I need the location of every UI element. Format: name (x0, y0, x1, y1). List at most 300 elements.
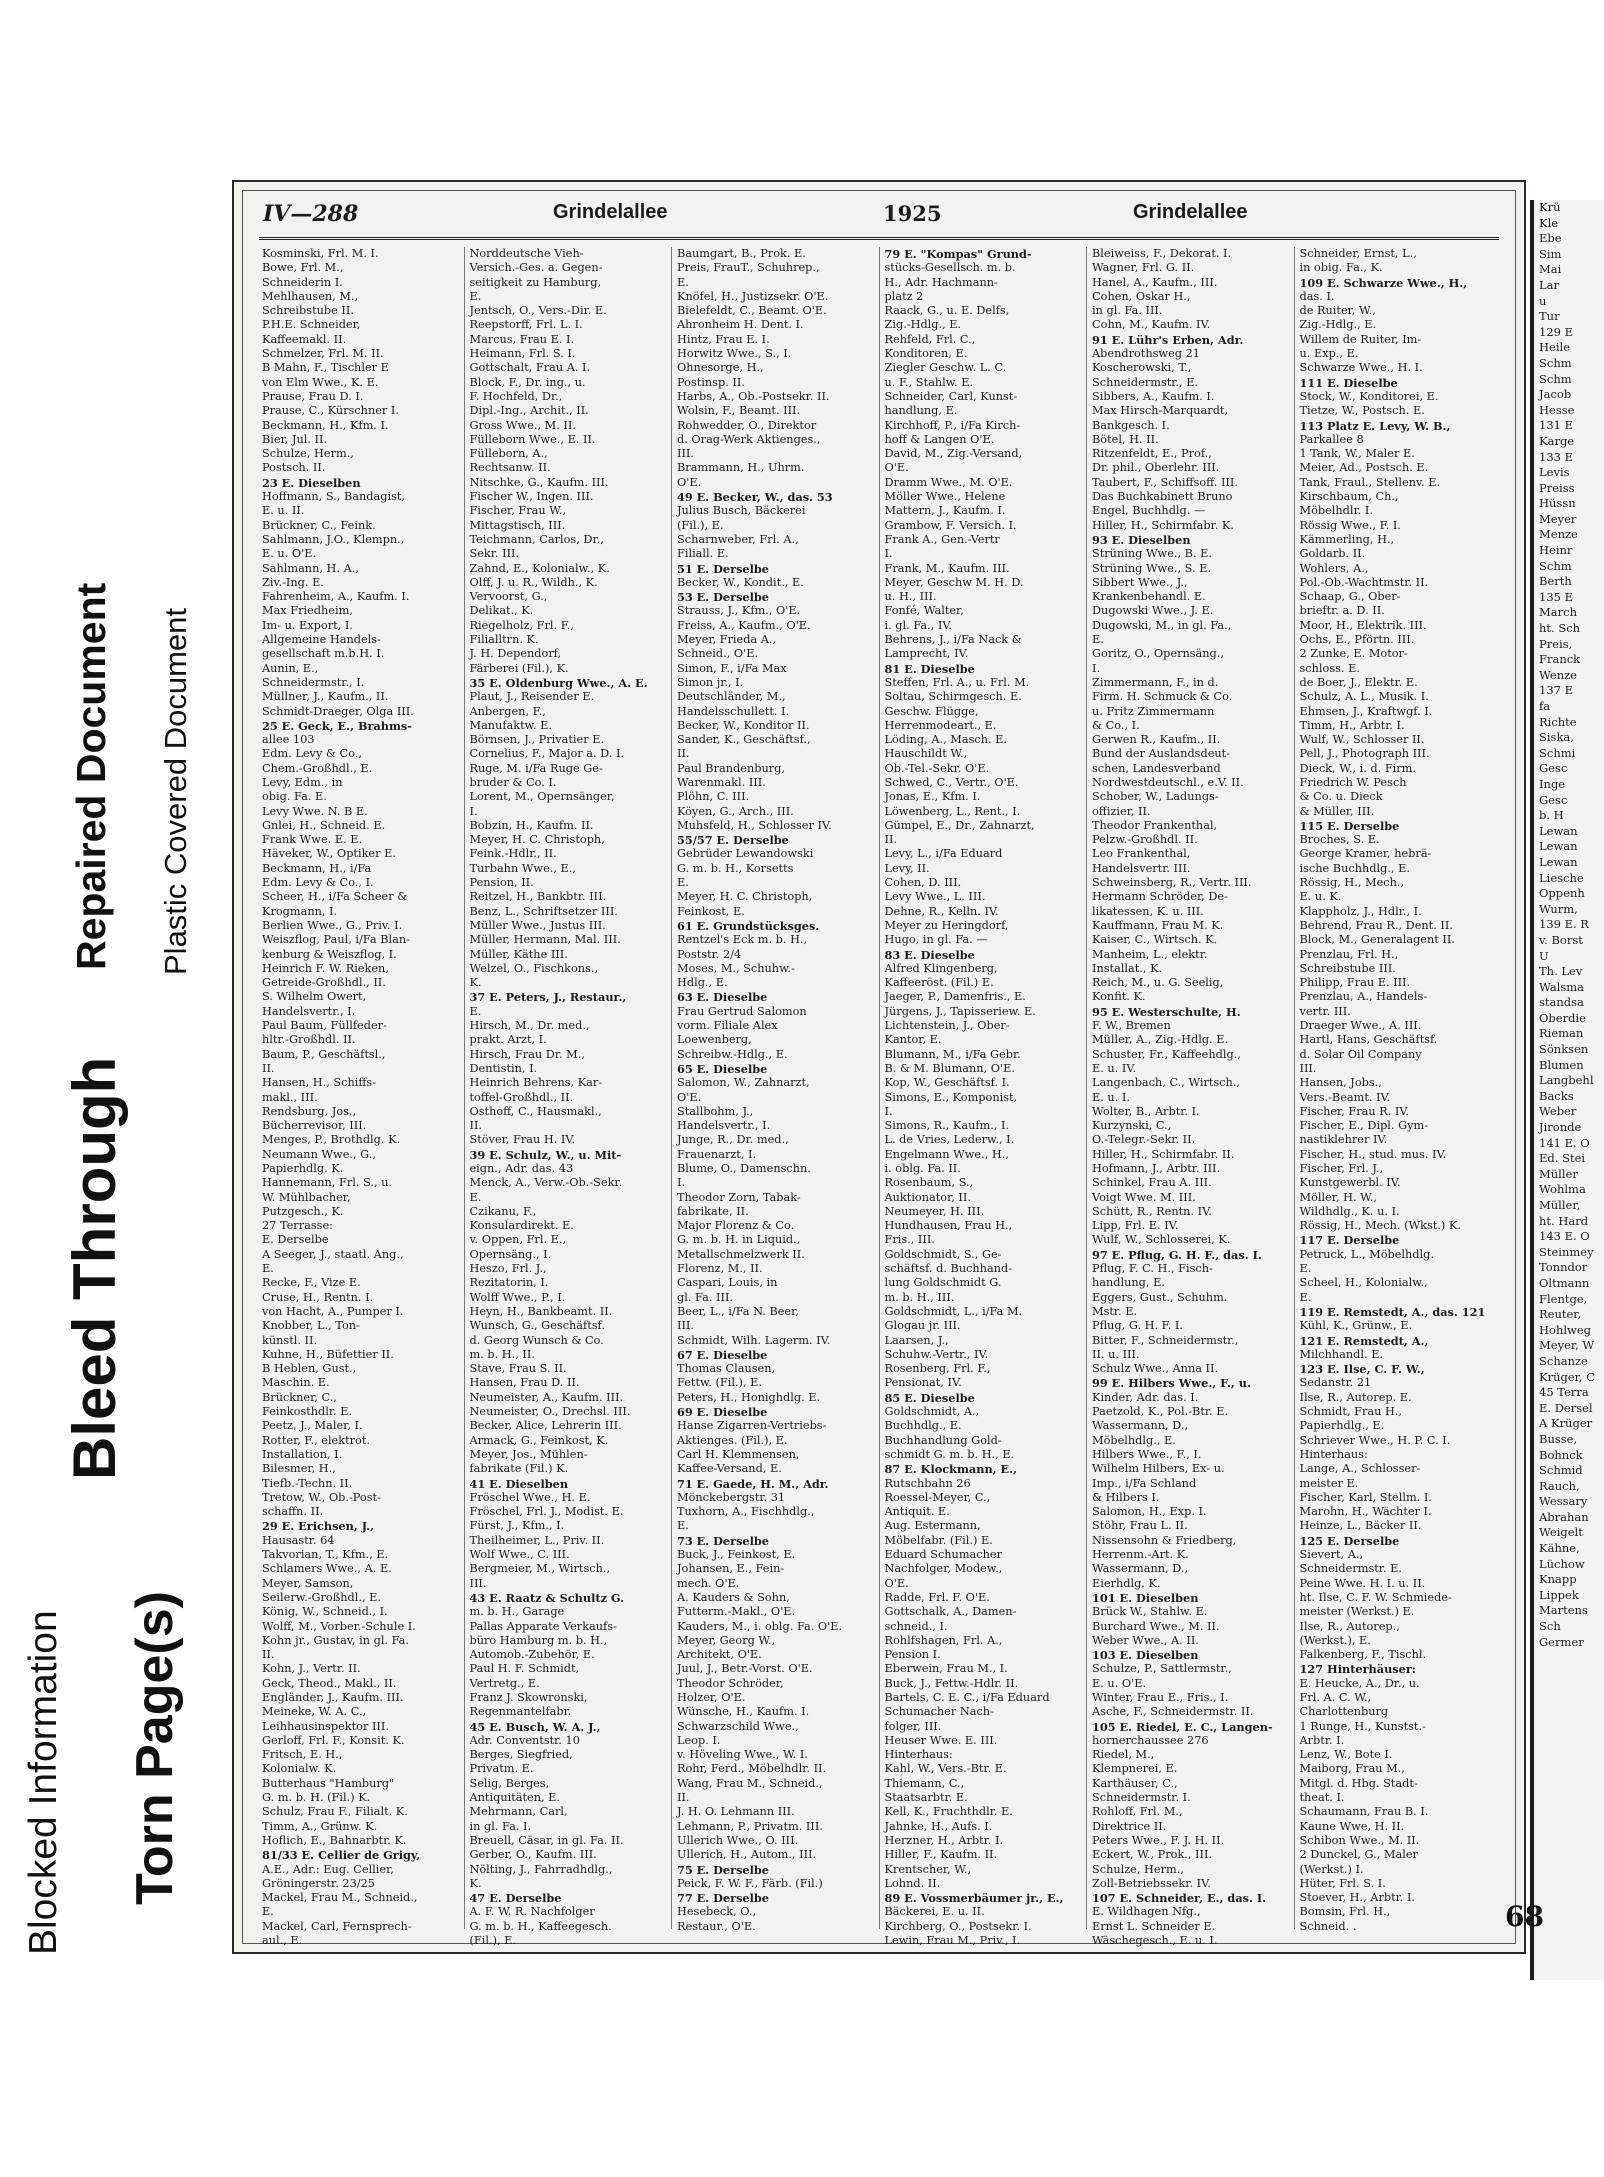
directory-entry-line: Kauffmann, Frau M. K. (1092, 918, 1224, 932)
directory-entry-line: II. (469, 1119, 483, 1133)
directory-entry-line: 93 E. Dieselben (1092, 532, 1191, 547)
adjacent-page-line: Inge (1539, 776, 1566, 791)
directory-entry-line: Futterm.-Makl., O'E. (677, 1605, 796, 1619)
directory-entry-line: 47 E. Derselbe (469, 1891, 562, 1906)
adjacent-page-line: Lewan (1539, 854, 1578, 869)
directory-entry-line: von Elm Wwe., K. E. (262, 375, 379, 389)
directory-entry-line: E. (1299, 1290, 1312, 1304)
directory-column (1087, 247, 1295, 1948)
directory-entry-line: aul., E. (262, 1934, 303, 1948)
directory-entry-line: A Seeger, J., staatl. Ang., (262, 1247, 404, 1261)
directory-entry-line: Ohnesorge, H., (677, 361, 764, 375)
directory-entry-line: Maschin. E. (262, 1376, 330, 1390)
directory-entry-line: Wagner, Frl. G. II. (1092, 261, 1195, 275)
directory-entry-line: Reitzel, H., Bankbtr. III. (469, 890, 607, 904)
directory-entry-line: Plöhn, C. III. (677, 790, 750, 804)
directory-entry-line: Auktionator, II. (884, 1190, 971, 1204)
directory-entry-line: Peters Wwe., F. J. H. II. (1092, 1833, 1225, 1847)
adjacent-page-line: Lüchow (1539, 1556, 1585, 1571)
directory-entry-line: Salomon, W., Zahnarzt, (677, 1076, 810, 1090)
directory-entry-line: K. (469, 976, 482, 990)
directory-entry-line: prakt. Arzt, I. (469, 1033, 547, 1047)
directory-entry-line: Frank, M., Kaufm. III. (884, 561, 1010, 575)
directory-entry-line: Schwed, C., Vertr., O'E. (884, 775, 1019, 789)
directory-entry-line: Hoffmann, S., Bandagist, (262, 490, 406, 504)
directory-entry-line: Gerloff, Frl. F., Konsit. K. (262, 1733, 405, 1747)
directory-entry-line: Franz J. Skowronski, (469, 1690, 588, 1704)
adjacent-page-line: Hesse (1539, 402, 1575, 417)
directory-entry-line: & Co., I. (1092, 718, 1140, 732)
directory-entry-line: Lorent, M., Opernsänger, (469, 790, 615, 804)
directory-entry-line: Krentscher, W., (884, 1862, 972, 1876)
directory-entry-line: Menck, A., Verw.-Ob.-Sekr. (469, 1176, 623, 1190)
directory-entry-line: Ruge, M. i/Fa Ruge Ge- (469, 761, 603, 775)
directory-entry-line: Manufaktw. E. (469, 718, 553, 732)
directory-entry-line: 35 E. Oldenburg Wwe., A. E. (469, 675, 648, 690)
directory-entry-line: Goritz, O., Opernsäng., (1092, 647, 1224, 661)
directory-entry-line: Rosenbaum, S., (884, 1176, 974, 1190)
directory-entry-line: Klappholz, J., Hdlr., I. (1299, 904, 1422, 918)
directory-entry-line: Schneidermstr., I. (262, 675, 365, 689)
directory-entry-line: de Boer, J., Elektr. E. (1299, 675, 1418, 689)
directory-entry-line: lung Goldschmidt G. (884, 1276, 1002, 1290)
directory-entry-line: II. (262, 1061, 275, 1075)
directory-entry-line: Cohn, M., Kaufm. IV. (1092, 318, 1211, 332)
directory-entry-line: E. Derselbe (262, 1233, 329, 1247)
directory-entry-line: Schmelzer, Frl. M. II. (262, 347, 384, 361)
directory-entry-line: 71 E. Gaede, H. M., Adr. (677, 1476, 829, 1491)
adjacent-page-line: Schmi (1539, 745, 1576, 760)
directory-entry-line: Ehmsen, J., Kraftwgf. I. (1299, 704, 1433, 718)
directory-entry-line: Schneidermstr. E. (1299, 1562, 1402, 1576)
adjacent-page-line: Krüger, C (1539, 1369, 1596, 1384)
directory-entry-line: Dugowski, M., in gl. Fa., (1092, 618, 1232, 632)
directory-entry-line: Max Hirsch-Marquardt, (1092, 404, 1229, 418)
directory-entry-line: Maiborg, Frau M., (1299, 1762, 1405, 1776)
adjacent-page-line: Kähne, (1539, 1541, 1580, 1556)
directory-entry-line: Krogmann, I. (262, 904, 338, 918)
directory-entry-line: Laarsen, J., (884, 1333, 949, 1347)
directory-entry-line: Wolff, M., Vorber.-Schule I. (262, 1619, 416, 1633)
directory-entry-line: toffel-Großhdl., II. (469, 1090, 574, 1104)
adjacent-page-line: ht. Hard (1539, 1213, 1589, 1228)
directory-entry-line: v. Höveling Wwe., W. I. (677, 1748, 808, 1762)
directory-entry-line: Neumann Wwe., G., (262, 1147, 376, 1161)
directory-entry-line: Wolf Wwe., C. III. (469, 1548, 570, 1562)
directory-entry-line: platz 2 (884, 289, 924, 303)
directory-entry-line: Wulf, W., Schlosser II. (1299, 733, 1425, 747)
directory-entry-line: Opernsäng., I. (469, 1247, 552, 1261)
directory-entry-line: Kohn, J., Vertr. II. (262, 1662, 361, 1676)
adjacent-page-line: Siska, (1539, 730, 1574, 745)
directory-entry-line: Levy Wwe. N. B E. (262, 804, 368, 818)
directory-entry-line: Herrenm.-Art. K. (1092, 1548, 1189, 1562)
street-name-left: Grindelallee (553, 201, 668, 223)
directory-entry-line: Strüning Wwe., S. E. (1092, 561, 1212, 575)
directory-entry-line: 39 E. Schulz, W., u. Mit- (469, 1147, 622, 1162)
directory-entry-line: bruder & Co. I. (469, 775, 557, 789)
adjacent-page-line: Preiss (1539, 480, 1575, 495)
adjacent-page-line: 137 E (1539, 683, 1574, 698)
directory-entry-line: meister E. (1299, 1476, 1359, 1490)
directory-entry-line: hltr.-Großhdl. II. (262, 1033, 356, 1047)
directory-entry-line: 127 Hinterhäuser: (1299, 1662, 1416, 1677)
directory-entry-line: Paul H. F. Schmidt, (469, 1662, 580, 1676)
directory-entry-line: Pflug, G. H. F. I. (1092, 1319, 1183, 1333)
directory-entry-line: III. (677, 447, 694, 461)
directory-entry-line: Berges, Siegfried, (469, 1748, 573, 1762)
adjacent-page-line: Müller (1539, 1166, 1578, 1181)
directory-entry-line: Schmidt, Frau H., (1299, 1405, 1402, 1419)
directory-entry-line: Hinterhaus: (884, 1748, 953, 1762)
directory-entry-line: Hanel, A., Kaufm., III. (1092, 275, 1218, 289)
directory-entry-line: Filialltrn. K. (469, 633, 539, 647)
directory-entry-line: Bomsin, Frl. H., (1299, 1905, 1391, 1919)
directory-entry-line: Kop, W., Geschäftsf. I. (884, 1076, 1010, 1090)
directory-entry-line: Hartl, Hans, Geschäftsf. (1299, 1033, 1438, 1047)
directory-entry-line: E. (262, 1262, 274, 1276)
directory-entry-line: Konfit. K. (1092, 990, 1146, 1004)
directory-entry-line: David, M., Zig.-Versand, (884, 447, 1023, 461)
directory-entry-line: Bitter, F., Schneidermstr., (1092, 1333, 1239, 1347)
directory-entry-line: Karthäuser, C., (1092, 1776, 1178, 1790)
directory-entry-line: Schumacher Nach- (884, 1705, 994, 1719)
directory-entry-line: Kirchberg, O., Postsekr. I. (884, 1919, 1032, 1933)
directory-entry-line: Hannemann, Frl. S., u. (262, 1176, 393, 1190)
directory-entry-line: O.-Telegr.-Sekr. II. (1092, 1133, 1196, 1147)
directory-entry-line: 97 E. Pflug, G. H. F., das. I. (1092, 1247, 1262, 1262)
directory-entry-line: Gümpel, E., Dr., Zahnarzt, (884, 818, 1035, 832)
adjacent-page-line: Mai (1539, 262, 1562, 277)
directory-entry-line: Peetz, J., Maler, I. (262, 1419, 363, 1433)
directory-entry-line: Philipp, Frau E. III. (1299, 976, 1411, 990)
directory-entry-line: Buchhdlg., E. (884, 1419, 962, 1433)
directory-entry-line: u. F., Stahlw. E. (884, 375, 974, 389)
directory-entry-line: Gnlei, H., Schneid. E. (262, 818, 386, 832)
directory-entry-line: Fischer, H., stud. mus. IV. (1299, 1147, 1447, 1161)
directory-entry-line: Feinkost, E. (677, 904, 745, 918)
directory-entry-line: Berlien Wwe., G., Priv. I. (262, 918, 403, 932)
directory-entry-line: de Ruiter, W., (1299, 304, 1376, 318)
directory-entry-line: Löding, A., Masch. E. (884, 733, 1007, 747)
adjacent-page-line: Th. Lev (1539, 964, 1583, 979)
directory-entry-line: Tiefb.-Techn. II. (262, 1476, 353, 1490)
directory-entry-line: Anbergen, F., (469, 704, 546, 718)
directory-entry-line: E. u. O'E. (1092, 1676, 1147, 1690)
directory-entry-line: Meyer, Samson, (262, 1576, 354, 1590)
directory-entry-line: vertr. III. (1299, 1004, 1351, 1018)
directory-entry-line: III. (1299, 1061, 1317, 1075)
directory-entry-line: Handelsschullett. I. (677, 704, 790, 718)
directory-entry-line: Reich, M., u. G. Seelig, (1092, 976, 1224, 990)
directory-entry-line: hoff & Langen O'E. (884, 432, 995, 446)
directory-entry-line: Wassermann, D., (1092, 1419, 1189, 1433)
directory-entry-line: Sievert, A., (1299, 1548, 1364, 1562)
directory-entry-line: Schulz Wwe., Anna II. (1092, 1362, 1219, 1376)
adjacent-page-line: Weber (1539, 1104, 1577, 1119)
adjacent-page-line: E. Dersel (1539, 1400, 1593, 1415)
directory-entry-line: Eckert, W., Prok., III. (1092, 1848, 1213, 1862)
directory-entry-line: Eberwein, Frau M., I. (884, 1662, 1008, 1676)
directory-entry-line: Buck, J., Feinkost, E. (677, 1548, 796, 1562)
directory-entry-line: Krankenbehandl. E. (1092, 590, 1206, 604)
directory-entry-line: Schober, W., Ladungs- (1092, 790, 1219, 804)
directory-entry-line: Draeger Wwe., A. III. (1299, 1019, 1422, 1033)
directory-entry-line: Bielefeldt, C., Beamt. O'E. (677, 304, 827, 318)
street-name-right: Grindelallee (1133, 201, 1248, 223)
directory-entry-line: Scheer, H., i/Fa Scheer & (262, 890, 408, 904)
directory-entry-line: Meyer, H. C. Christoph, (469, 833, 605, 847)
directory-entry-line: Kaune Wwe, H. II. (1299, 1819, 1405, 1833)
directory-entry-line: Möller, H. W., (1299, 1190, 1377, 1204)
directory-entry-line: Hansen, H., Schiffs- (262, 1076, 377, 1090)
directory-entry-line: Putzgesch., K. (262, 1204, 344, 1218)
directory-entry-line: Knöfel, H., Justizsekr. O'E. (677, 289, 829, 303)
adjacent-page-line: 45 Terra (1539, 1385, 1589, 1400)
directory-entry-line: Timm, H., Arbtr. I. (1299, 718, 1405, 732)
directory-entry-line: Pflug, F. C. H., Fisch- (1092, 1262, 1213, 1276)
directory-entry-line: Lamprecht, IV. (884, 647, 969, 661)
directory-entry-line: Rohloff, Frl. M., (1092, 1805, 1183, 1819)
directory-entry-line: Hugo, in gl. Fa. — (884, 933, 988, 947)
directory-entry-line: Metallschmelzwerk II. (677, 1247, 805, 1261)
directory-entry-line: Ziegler Geschw. L. C. (884, 361, 1007, 375)
directory-entry-line: Schuster, Fr., Kaffeehdlg., (1092, 1047, 1241, 1061)
directory-entry-line: 61 E. Grundstücksges. (677, 918, 820, 933)
directory-entry-line: Delikat., K. (469, 604, 534, 618)
adjacent-page-line: 135 E (1539, 589, 1574, 604)
directory-entry-line: Seilerw.-Großhdl., E. (262, 1590, 381, 1604)
directory-entry-line: büro Hamburg m. b. H., (469, 1633, 608, 1647)
adjacent-page-line: Tonndor (1539, 1260, 1588, 1275)
flag-torn-pages: Torn Page(s) (126, 1591, 184, 1905)
directory-entry-line: Alfred Klingenberg, (884, 961, 998, 975)
adjacent-page-line: Wurm, (1539, 901, 1578, 916)
directory-entry-line: Broches, S. E. (1299, 833, 1380, 847)
directory-entry-line: Teichmann, Carlos, Dr., (469, 532, 604, 546)
directory-entry-line: Kaffeeröst. (Fil.) E. (884, 976, 994, 990)
directory-entry-line: Levy, L., i/Fa Eduard (884, 847, 1003, 861)
directory-entry-line: Papierhdlg. K. (262, 1162, 344, 1175)
directory-entry-line: Grambow, F. Versich. I. (884, 518, 1017, 532)
directory-entry-line: Mackel, Carl, Fernsprech- (262, 1919, 412, 1933)
directory-entry-line: B Heblen, Gust., (262, 1362, 357, 1376)
directory-entry-line: Beer, L., i/Fa N. Beer, (677, 1304, 799, 1318)
directory-entry-line: 41 E. Dieselben (469, 1476, 569, 1491)
directory-columns (257, 247, 1501, 1948)
directory-entry-line: Brammann, H., Uhrm. (677, 461, 805, 475)
directory-entry-line: Häveker, W., Optiker E. (262, 847, 396, 861)
directory-entry-line: Bergmeier, M., Wirtsch., (469, 1562, 611, 1576)
directory-entry-line: Scharnweber, Frl. A., (677, 532, 799, 546)
directory-entry-line: 55/57 E. Derselbe (677, 833, 789, 848)
directory-entry-line: Tank, Fraul., Stellenv. E. (1299, 475, 1441, 489)
directory-entry-line: Hdlg., E. (677, 976, 728, 990)
directory-entry-line: Beckmann, H., i/Fa (262, 861, 372, 875)
directory-entry-line: Mittagstisch, III. (469, 518, 566, 532)
directory-entry-line: Müllner, J., Kaufm., II. (262, 690, 389, 704)
directory-entry-line: 99 E. Hilbers Wwe., F., u. (1092, 1376, 1251, 1391)
adjacent-page-line: Steinmey (1539, 1244, 1594, 1259)
adjacent-page-line: Busse, (1539, 1431, 1578, 1446)
directory-entry-line: Prause, Frau D. I. (262, 389, 364, 403)
directory-entry-line: I. (884, 1104, 893, 1118)
directory-entry-line: Fülleborn, A., (469, 447, 548, 461)
directory-entry-line: Takvorian, T., Kfm., E. (262, 1548, 389, 1562)
directory-entry-line: Hansen, Frau D. II. (469, 1376, 580, 1390)
directory-entry-line: Poststr. 2/4 (677, 947, 742, 961)
directory-entry-line: Nitschke, G., Kaufm. III. (469, 475, 609, 489)
directory-entry-line: Pell, J., Photograph III. (1299, 747, 1430, 761)
directory-entry-line: Schmidt-Draeger, Olga III. (262, 704, 414, 718)
adjacent-page-line: Oppenh (1539, 886, 1585, 901)
directory-entry-line: Heinrich Behrens, Kar- (469, 1076, 603, 1090)
directory-entry-line: Pensionat, IV. (884, 1376, 962, 1390)
directory-entry-line: Schwarze Wwe., H. I. (1299, 361, 1423, 375)
adjacent-page-line: Oltmann (1539, 1275, 1590, 1290)
directory-entry-line: 43 E. Raatz & Schultz G. (469, 1590, 625, 1605)
adjacent-page-line: Rauch, (1539, 1478, 1580, 1493)
directory-entry-line: Cruse, H., Rentn. I. (262, 1290, 374, 1304)
directory-entry-line: Gröningerstr. 23/25 (262, 1876, 375, 1890)
adjacent-page-line: standsa (1539, 995, 1584, 1010)
directory-entry-line: Goldschmidt, S., Ge- (884, 1247, 1002, 1261)
directory-entry-line: Heuser Wwe. E. III. (884, 1733, 998, 1747)
directory-entry-line: Peick, F. W. F., Färb. (Fil.) (677, 1876, 823, 1890)
directory-entry-line: Lenz, W., Bote I. (1299, 1748, 1393, 1762)
adjacent-page-line: Oberdie (1539, 1010, 1586, 1025)
directory-entry-line: Dramm Wwe., M. O'E. (884, 475, 1013, 489)
directory-entry-line: II. (884, 833, 898, 847)
directory-entry-line: Theodor Frankenthal, (1092, 818, 1218, 832)
directory-entry-line: Möbelhdlg., E. (1092, 1433, 1176, 1447)
directory-entry-line: Friedrich W. Pesch (1299, 775, 1407, 789)
adjacent-page-line: fa (1539, 699, 1551, 713)
directory-entry-line: Paetzold, K., Pol.-Btr. E. (1092, 1405, 1229, 1419)
directory-entry-line: E. (677, 876, 689, 890)
directory-entry-line: Zimmermann, F., in d. (1092, 675, 1219, 689)
directory-entry-line: Goldschmidt, L., i/Fa M. (884, 1304, 1023, 1318)
adjacent-page-line: Menze (1539, 527, 1578, 542)
directory-entry-line: von Hacht, A., Pumper I. (262, 1304, 404, 1318)
directory-entry-line: Baum, P., Geschäftsl., (262, 1047, 386, 1061)
directory-entry-line: Prause, C., Kürschner I. (262, 404, 399, 418)
directory-entry-line: Schneidermstr., E. (1092, 375, 1199, 389)
directory-entry-line: II. (677, 747, 690, 761)
directory-entry-line: Heinze, L., Bäcker II. (1299, 1519, 1422, 1533)
directory-entry-line: schaffn. II. (262, 1505, 324, 1519)
adjacent-page-line: Berth (1539, 574, 1572, 589)
directory-entry-line: Petruck, L., Möbelhdlg. (1299, 1247, 1434, 1261)
directory-entry-line: 65 E. Dieselbe (677, 1061, 768, 1076)
directory-entry-line: Ullerich, H., Autom., III. (677, 1848, 817, 1862)
directory-entry-line: Hiller, H., Schirmfabr. II. (1092, 1147, 1235, 1161)
directory-entry-line: Lange, A., Schlosser- (1299, 1462, 1421, 1476)
directory-entry-line: E. (1092, 633, 1104, 647)
directory-entry-line: Peters, H., Honighdlg. E. (677, 1390, 821, 1404)
directory-entry-line: Pension I. (884, 1648, 941, 1662)
directory-entry-line: Strauss, J., Kfm., O'E. (677, 604, 801, 618)
directory-entry-line: m. b. H., II. (469, 1347, 535, 1361)
directory-entry-line: Fris., III. (884, 1233, 935, 1247)
directory-entry-line: Schneid., O'E. (677, 647, 759, 661)
directory-entry-line: Behrens, J., i/Fa Nack & (884, 633, 1022, 647)
directory-entry-line: Leop. I. (677, 1733, 721, 1747)
directory-entry-line: Kosminski, Frl. M. I. (262, 247, 379, 260)
adjacent-page-line: 129 E (1539, 324, 1574, 339)
directory-entry-line: Feinkosthdlr. E. (262, 1405, 353, 1419)
adjacent-page-line: Bohnck (1539, 1447, 1583, 1462)
directory-entry-line: Antiquit. E. (884, 1505, 950, 1519)
directory-entry-line: offizier, II. (1092, 804, 1151, 818)
directory-entry-line: Wulf, W., Schlosserei, K. (1092, 1233, 1231, 1247)
page-header (243, 197, 1515, 233)
page-number: IV—288 (263, 201, 359, 227)
directory-entry-line: Stock, W., Konditorei, E. (1299, 389, 1439, 403)
directory-entry-line: Caspari, Louis, in (677, 1276, 778, 1290)
directory-entry-line: Hintz, Frau E. I. (677, 332, 770, 346)
directory-entry-line: 67 E. Dieselbe (677, 1347, 768, 1362)
directory-entry-line: Staatsarbtr. E. (884, 1791, 968, 1805)
directory-entry-line: Stöver, Frau H. IV. (469, 1133, 576, 1147)
directory-entry-line: kenburg & Weiszflog, I. (262, 947, 397, 961)
directory-entry-line: Thiemann, C., (884, 1776, 965, 1790)
directory-entry-line: Brück W., Stahlw. E. (1092, 1605, 1208, 1619)
directory-entry-line: Meineke, W. A. C., (262, 1705, 367, 1719)
directory-entry-line: Timm, A., Grünw. K. (262, 1819, 378, 1833)
directory-entry-line: Recke, F., Vize E. (262, 1276, 361, 1290)
flag-blocked-information: Blocked Information (22, 1610, 65, 1955)
directory-entry-line: fabrikate (Fil.) K. (469, 1462, 569, 1476)
adjacent-page-line: Germer (1539, 1634, 1584, 1649)
directory-entry-line: eign., Adr. das. 43 (469, 1162, 574, 1175)
directory-entry-line: Mönckebergstr. 31 (677, 1490, 786, 1504)
directory-entry-line: Wohlers, A., (1299, 561, 1369, 575)
directory-entry-line: Börnsen, J., Privatier E. (469, 733, 605, 747)
directory-entry-line: Dipl.-Ing., Archit., II. (469, 404, 589, 418)
directory-entry-line: Handelsvertr. III. (1092, 861, 1191, 875)
directory-entry-line: Ziv.-Ing. E. (262, 575, 324, 589)
directory-entry-line: Armack, G., Feinkost, K. (469, 1433, 609, 1447)
directory-entry-line: Heszo, Frl. J., (469, 1262, 547, 1276)
directory-entry-line: Edm. Levy & Co., (262, 747, 362, 761)
directory-entry-line: Vertretg., E. (469, 1676, 540, 1690)
adjacent-page-line: Hüssn (1539, 496, 1576, 511)
directory-entry-line: stücks-Gesellsch. m. b. (884, 261, 1016, 275)
adjacent-page-line: Jacob (1539, 387, 1572, 402)
directory-entry-line: (Werkst.) I. (1299, 1862, 1364, 1876)
directory-entry-line: Frank A., Gen.-Vertr (884, 532, 1000, 546)
directory-entry-line: Schweinsberg, R., Vertr. III. (1092, 876, 1252, 890)
directory-entry-line: Dentistin, I. (469, 1061, 538, 1075)
directory-entry-line: in gl. Fa. I. (469, 1819, 532, 1833)
directory-entry-line: Zig.-Hdlg., E. (884, 318, 962, 332)
directory-entry-line: Bier, Jul. II. (262, 432, 328, 446)
directory-entry-line: E. (469, 1190, 482, 1204)
directory-entry-line: II. u. III. (1092, 1347, 1140, 1361)
directory-entry-line: Schmidt, Wilh. Lagerm. IV. (677, 1333, 831, 1347)
adjacent-page-line: Sch (1539, 1619, 1561, 1634)
directory-entry-line: 105 E. Riedel, E. C., Langen- (1092, 1719, 1273, 1734)
directory-entry-line: Kaffeemakl. II. (262, 332, 347, 346)
directory-entry-line: A.E., Adr.: Eug. Cellier, (262, 1862, 394, 1876)
directory-entry-line: Levy, II. (884, 861, 930, 875)
directory-entry-line: E. (677, 1519, 689, 1533)
adjacent-page-line: Richte (1539, 714, 1577, 729)
adjacent-page-line: Schmid (1539, 1463, 1583, 1478)
directory-entry-line: Schulz, Frau F., Filialt. K. (262, 1805, 408, 1819)
adjacent-page-line: Karge (1539, 433, 1575, 448)
